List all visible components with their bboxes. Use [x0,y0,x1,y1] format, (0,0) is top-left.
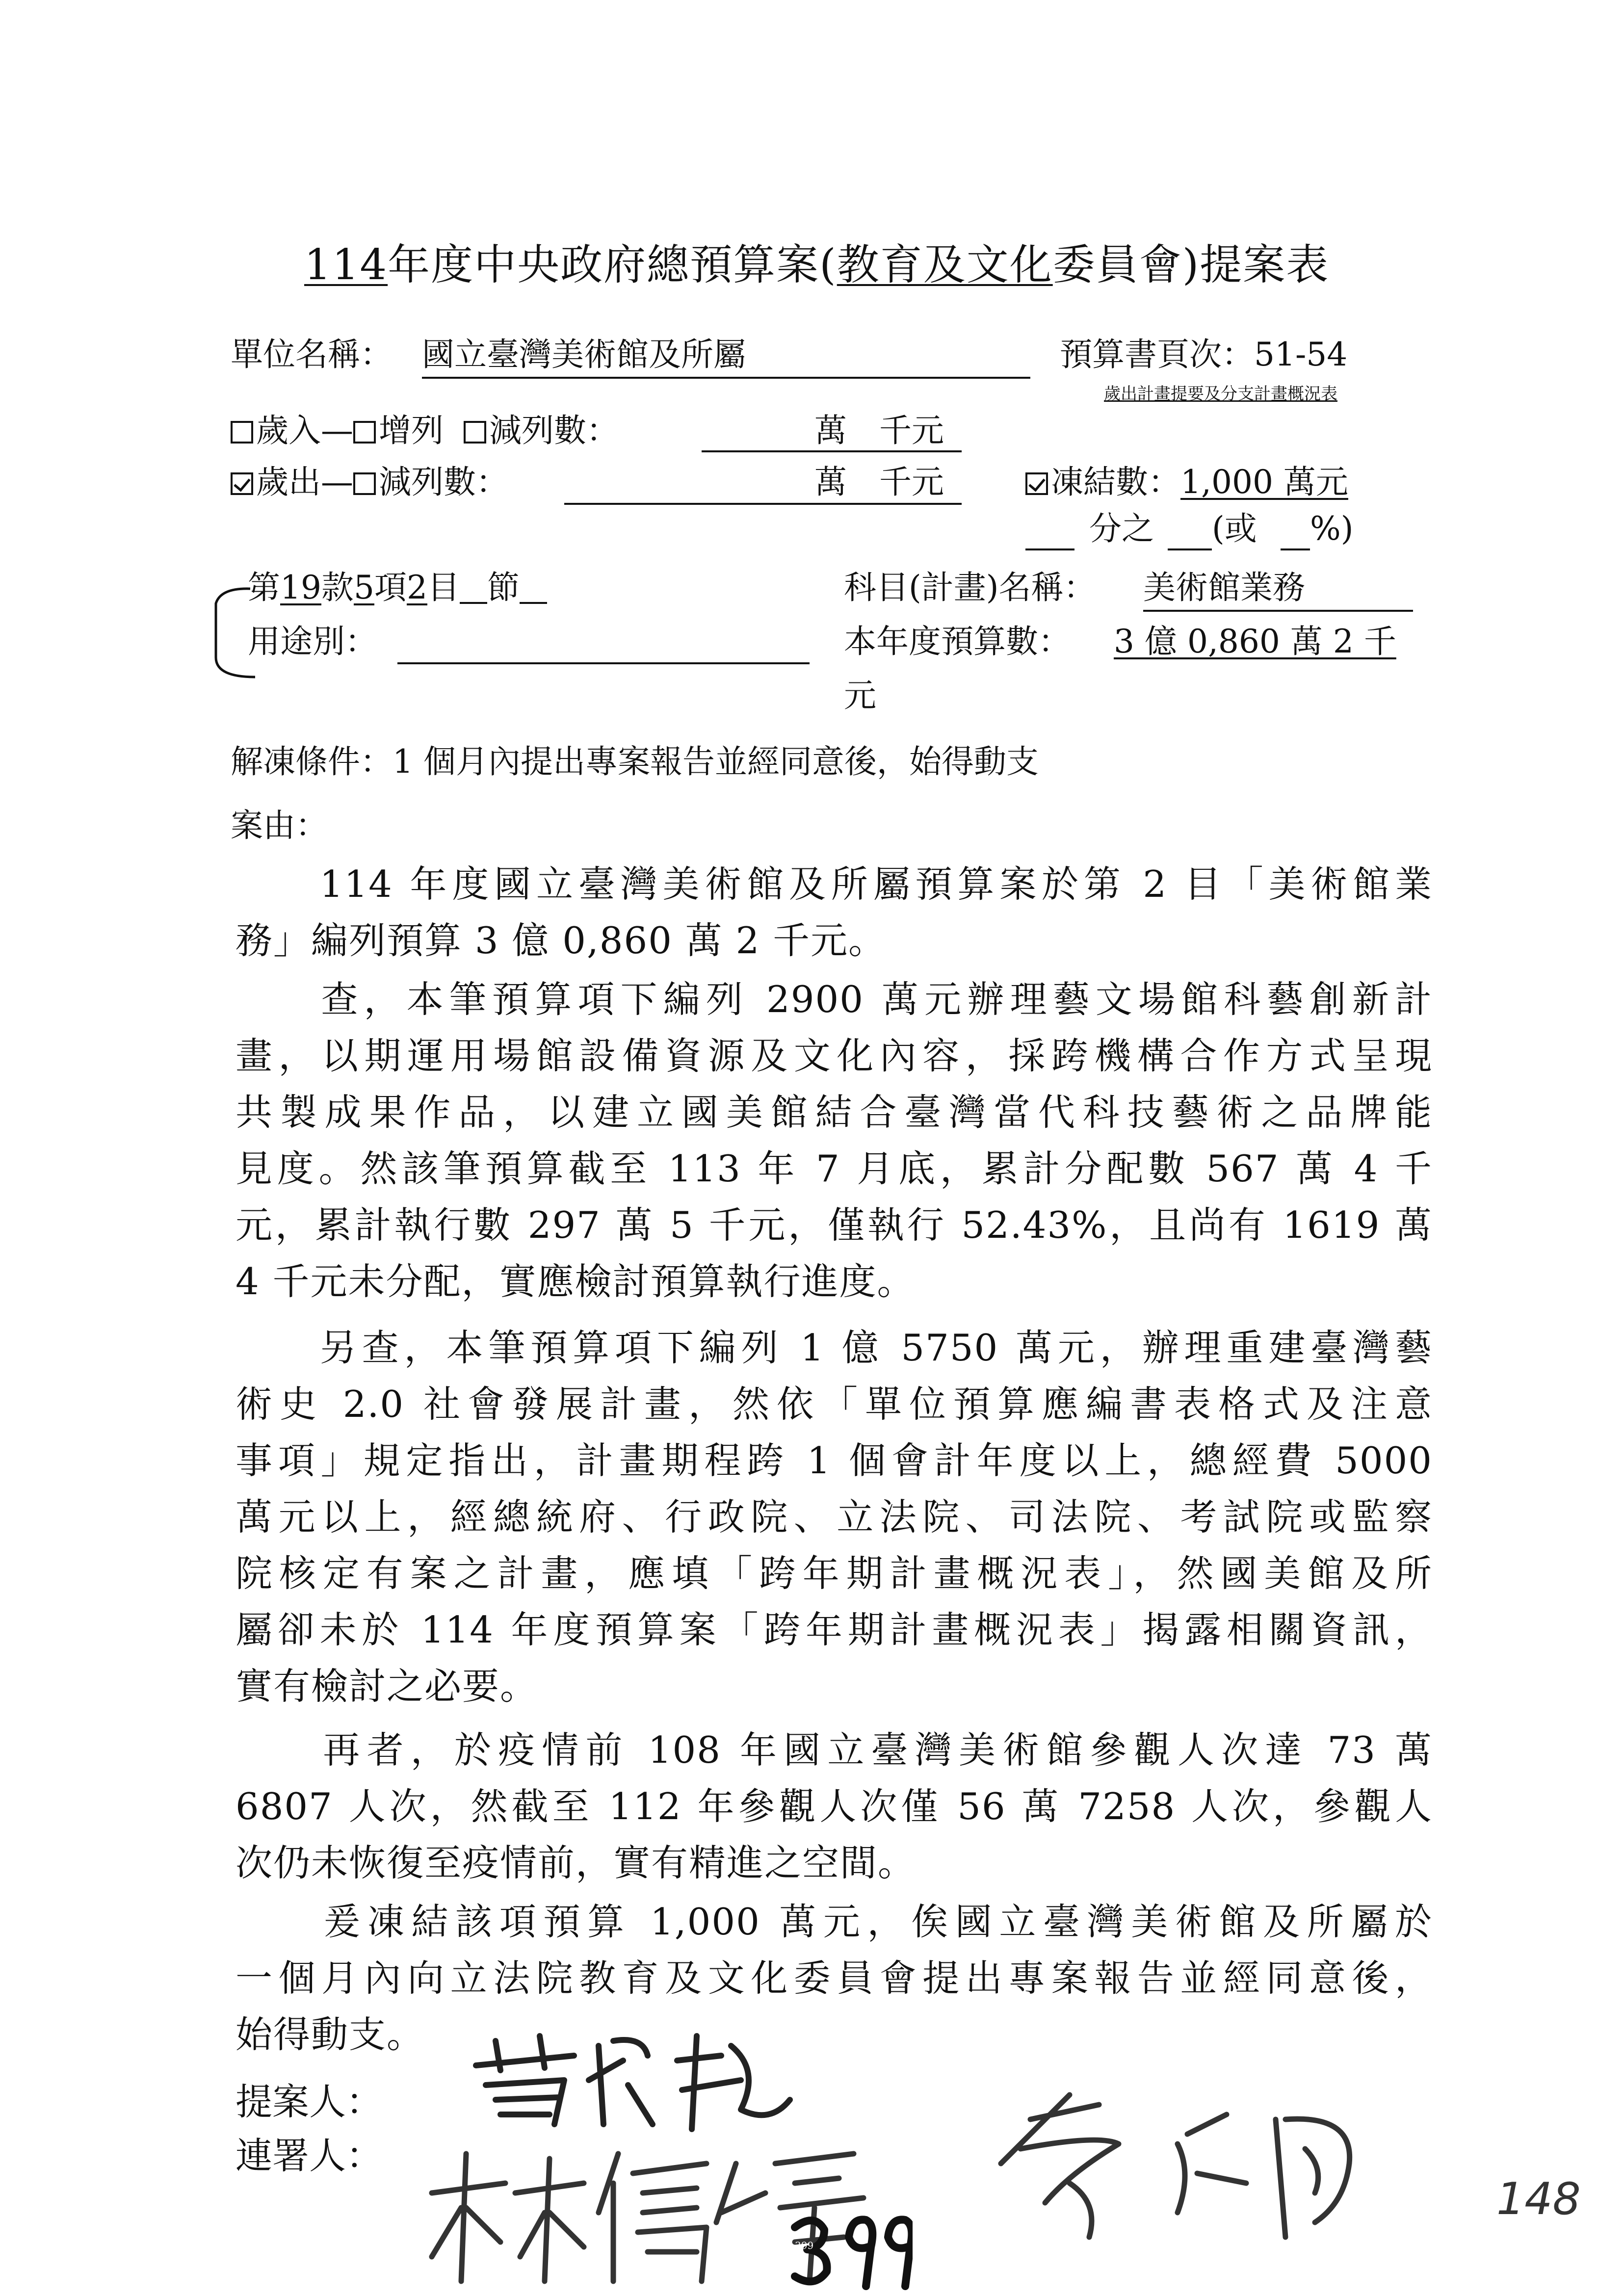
purpose-label: 用途別： [248,623,377,660]
reason-line: 再者，於疫情前 108 年國立臺灣美術館參觀人次達 73 萬 [236,1728,1433,1772]
section-bracket [201,584,255,682]
revenue-increase-checkbox[interactable] [353,421,376,444]
reason-line: 共製成果作品，以建立國美館結合臺灣當代科技藝術之品牌能 [236,1091,1433,1134]
jie-suffix: 節 [487,569,520,606]
expense-amount-underline [564,503,962,505]
budget-label: 本年度預算數： [844,623,1071,660]
stamp-number: 399 [795,2240,814,2251]
xiang-value: 5 [353,569,374,606]
reason-line: 實有檢討之必要。 [236,1665,538,1708]
expense-units: 萬 千元 [814,463,944,501]
expense-decrease-checkbox[interactable] [353,472,376,495]
expense-row [231,463,508,501]
revenue-checkbox[interactable] [231,421,253,444]
reason-line: 始得動支。 [236,2013,425,2056]
margin-note: 148 [1496,2173,1581,2225]
revenue-decrease-label: 減列數： [489,412,619,449]
subject-underline [1143,610,1413,612]
budget-value: 3 億 0,860 萬 2 千 [1114,623,1396,660]
revenue-row [231,412,619,449]
budget-page-note: 歲出計畫提要及分支計畫概況表 [1104,384,1337,404]
kuan-label: 第 [248,569,280,606]
cosigner-label: 連署人： [236,2134,383,2177]
reason-line: 爰凍結該項預算 1,000 萬元，俟國立臺灣美術館及所屬於 [236,1900,1433,1943]
fraction-percent-line [1281,548,1310,550]
title-committee: 教育及文化 [837,240,1053,289]
xiang-label: 款 [321,569,354,606]
reason-line: 次仍未恢復至疫情前，實有精進之空間。 [236,1841,916,1884]
fraction-numerator-line [1025,548,1074,550]
reason-line: 6807 人次，然截至 112 年參觀人次僅 56 萬 7258 人次，參觀人 [236,1785,1433,1828]
reason-line: 見度。然該筆預算截至 113 年 7 月底，累計分配數 567 萬 4 千 [236,1147,1433,1190]
expense-checkbox[interactable] [231,472,253,495]
mu-value: 2 [406,569,427,606]
reason-line: 屬卻未於 114 年度預算案「跨年期計畫概況表」揭露相關資訊， [236,1608,1433,1651]
purpose-underline [397,662,810,664]
budget-unit: 元 [844,677,876,714]
freeze-value: 1,000 萬元 [1180,463,1348,501]
jie-label: 目 [427,569,460,606]
unfreeze-condition: 解凍條件：1 個月內提出專案報告並經同意後，始得動支 [231,743,1039,781]
revenue-increase-label: 增列 [379,412,444,449]
unit-value: 國立臺灣美術館及所屬 [422,336,746,373]
unit-label: 單位名稱： [231,336,393,373]
reason-line: 4 千元未分配，實應檢討預算執行進度。 [236,1260,915,1303]
fraction-label: 分之 [1089,510,1154,548]
fraction-paren: (或 [1212,510,1257,548]
fraction-end: %) [1310,510,1354,548]
reason-line: 術史 2.0 社會發展計畫，然依「單位預算應編書表格式及注意 [236,1383,1433,1426]
form-title [304,231,1329,291]
subject-label: 科目(計畫)名稱： [844,569,1096,606]
proposer-signature [466,2026,810,2144]
expense-decrease-label: 減列數： [379,463,508,501]
budget-page-label: 預算書頁次：51-54 [1060,336,1348,373]
revenue-decrease-checkbox[interactable] [464,421,486,444]
freeze-row [1025,463,1348,501]
reason-line: 院核定有案之計畫，應填「跨年期計畫概況表」，然國美館及所 [236,1552,1433,1595]
cosigner-signature-2 [971,2075,1413,2262]
title-year: 114 [304,240,388,289]
revenue-text: 歲入— [256,412,353,449]
freeze-checkbox[interactable] [1025,472,1048,495]
mu-label: 項 [374,569,407,606]
subject-value: 美術館業務 [1143,569,1305,606]
freeze-label: 凍結數： [1051,463,1180,501]
title-prefix: 年度中央政府總預算案( [388,240,837,289]
expense-text: 歲出— [256,463,353,501]
reason-line: 查，本筆預算項下編列 2900 萬元辦理藝文場館科藝創新計 [236,978,1433,1021]
reason-line: 元，累計執行數 297 萬 5 千元，僅執行 52.43%，且尚有 1619 萬 [236,1203,1433,1247]
unit-underline [422,377,1030,379]
revenue-units: 萬 千元 [814,412,944,449]
title-suffix: 委員會)提案表 [1052,240,1330,289]
reason-label: 案由： [231,807,328,844]
reason-line: 事項」規定指出，計畫期程跨 1 個會計年度以上，總經費 5000 [236,1439,1433,1482]
reason-line: 萬元以上，經總統府、行政院、立法院、司法院、考試院或監察 [236,1495,1433,1539]
kuan-value: 19 [280,569,321,606]
fraction-denominator-line [1168,548,1212,550]
proposer-label: 提案人： [236,2080,383,2123]
reason-line: 一個月內向立法院教育及文化委員會提出專案報告並經同意後， [236,1957,1433,2000]
reason-line: 務」編列預算 3 億 0,860 萬 2 千元。 [236,919,887,962]
revenue-amount-underline [702,450,962,452]
reason-line: 另查，本筆預算項下編列 1 億 5750 萬元，辦理重建臺灣藝 [236,1326,1433,1369]
reason-line: 畫，以期運用場館設備資源及文化內容，採跨機構合作方式呈現 [236,1034,1433,1077]
section-code-row [248,569,547,606]
reason-line: 114 年度國立臺灣美術館及所屬預算案於第 2 目「美術館業 [236,862,1433,906]
